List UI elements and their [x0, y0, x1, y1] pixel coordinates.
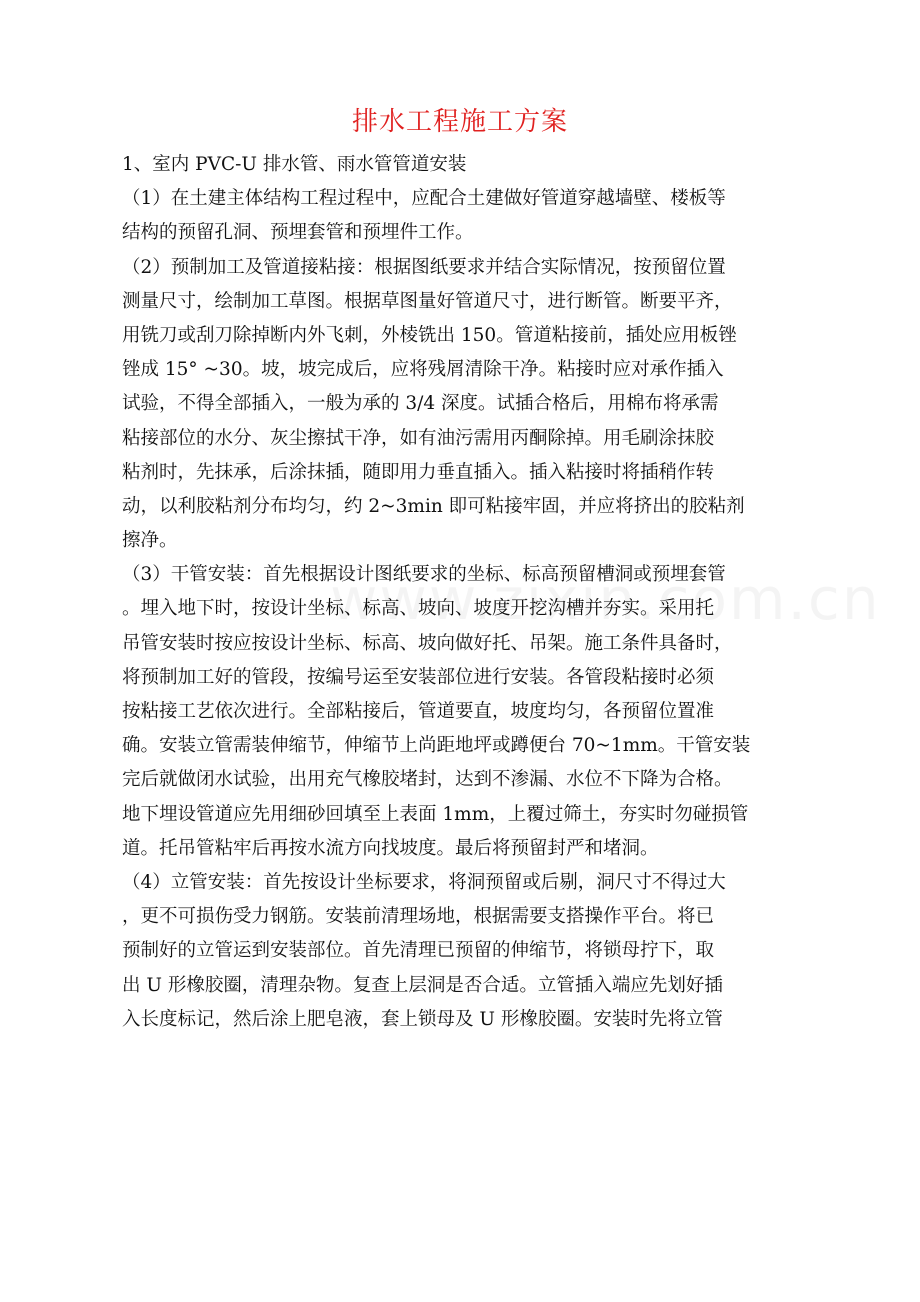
text-line: 锉成 15° ~30。坡，坡完成后，应将残屑清除干净。粘接时应对承作插入: [122, 359, 724, 381]
text-line: 入长度标记，然后涂上肥皂液，套上锁母及 U 形橡胶圈。安装时先将立管: [122, 1008, 723, 1030]
text-line: 擦净。: [122, 530, 178, 552]
text-line: 确。安装立管需装伸缩节，伸缩节上尚距地坪或蹲便台 70~1mm。干管安装: [122, 735, 751, 757]
text-line: （4）立管安装：首先按设计坐标要求，将洞预留或后剔，洞尺寸不得过大: [122, 871, 726, 893]
section-heading: 1、室内 PVC-U 排水管、雨水管管道安装: [122, 154, 467, 175]
document-title: 排水工程施工方案: [351, 107, 568, 137]
text-line: 将预制加工好的管段，按编号运至安装部位进行安装。各管段粘接时必须: [122, 666, 715, 688]
document-body: [122, 148, 804, 1037]
text-line: 粘剂时，先抹承，后涂抹插，随即用力垂直插入。插入粘接时将插稍作转: [122, 461, 715, 483]
text-line: （2）预制加工及管道接粘接：根据图纸要求并结合实际情况，按预留位置: [122, 256, 726, 278]
text-line: 出 U 形橡胶圈，清理杂物。复查上层洞是否合适。立管插入端应先划好插: [122, 974, 723, 996]
text-line: 结构的预留孔洞、预埋套管和预埋件工作。: [122, 222, 474, 244]
text-line: 用铣刀或刮刀除掉断内外飞刺，外棱铣出 150。管道粘接前，插处应用板锉: [122, 324, 737, 346]
text-line: 道。托吊管粘牢后再按水流方向找坡度。最后将预留封严和堵洞。: [122, 837, 659, 859]
text-line: （1）在土建主体结构工程过程中，应配合土建做好管道穿越墙壁、楼板等: [122, 188, 726, 210]
text-line: 吊管安装时按应按设计坐标、标高、坡向做好托、吊架。施工条件具备时，: [122, 632, 733, 654]
text-line: 动，以利胶粘剂分布均匀，约 2~3min 即可粘接牢固，并应将挤出的胶粘剂: [122, 495, 745, 517]
text-line: 预制好的立管运到安装部位。首先清理已预留的伸缩节，将锁母拧下，取: [122, 940, 715, 962]
text-line: 粘接部位的水分、灰尘擦拭干净，如有油污需用丙酮除掉。用毛刷涂抹胶: [122, 427, 715, 449]
text-line: 完后就做闭水试验，出用充气橡胶堵封，达到不渗漏、水位不下降为合格。: [122, 769, 733, 791]
text-line: ，更不可损伤受力钢筋。安装前清理场地，根据需要支搭操作平台。将已: [122, 906, 715, 928]
text-line: 按粘接工艺依次进行。全部粘接后，管道要直，坡度均匀，各预留位置准: [122, 701, 715, 722]
text-line: （3）干管安装：首先根据设计图纸要求的坐标、标高预留槽洞或预埋套管: [122, 564, 726, 586]
text-line: 试验，不得全部插入，一般为承的 3/4 深度。试插合格后，用棉布将承需: [122, 393, 719, 415]
text-line: 测量尺寸，绘制加工草图。根据草图量好管道尺寸，进行断管。断要平齐，: [122, 290, 733, 312]
text-line: 。埋入地下时，按设计坐标、标高、坡向、坡度开挖沟槽并夯实。采用托: [122, 598, 715, 620]
text-line: 地下埋设管道应先用细砂回填至上表面 1mm，上覆过筛土，夯实时勿碰损管: [122, 803, 749, 825]
